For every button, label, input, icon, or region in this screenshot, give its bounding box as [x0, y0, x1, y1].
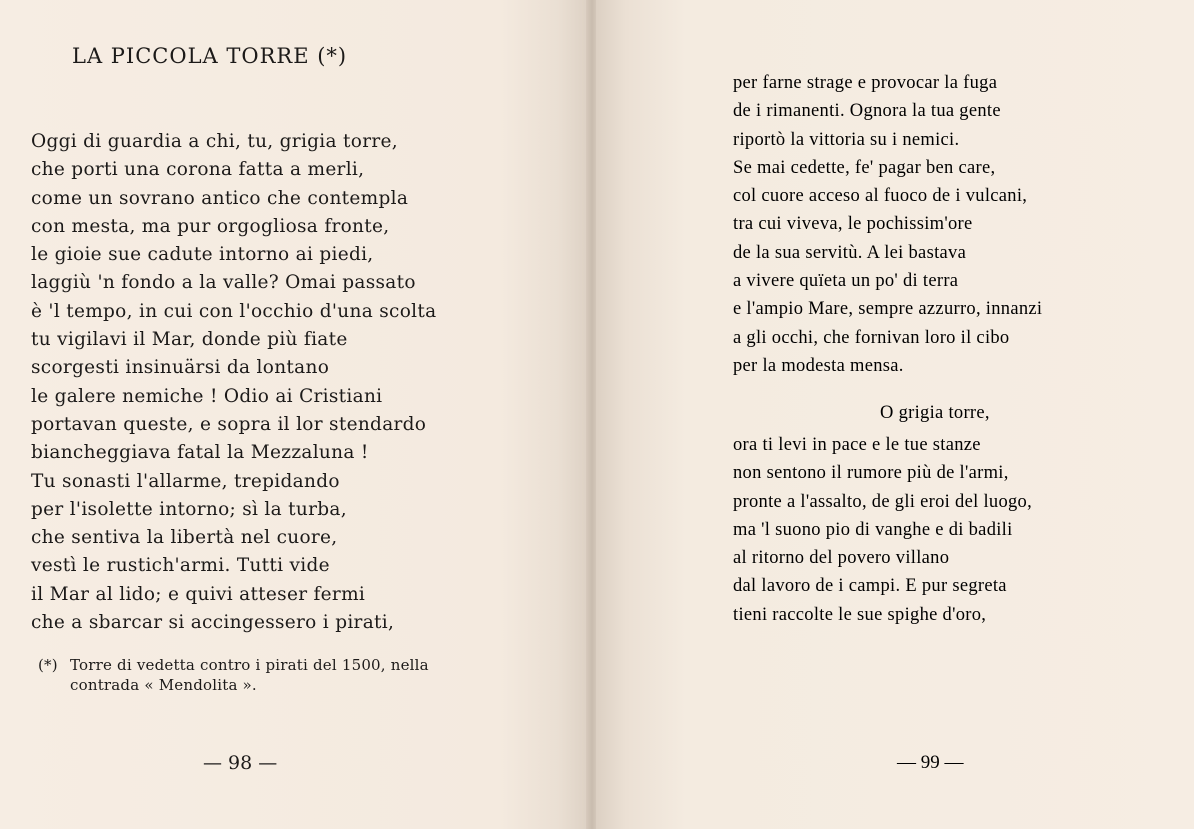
verse-line: pronte a l'assalto, de gli eroi del luogo,: [733, 491, 1033, 512]
verse-line: ora ti levi in pace e le tue stanze: [733, 435, 981, 455]
verse-line: non sentono il rumore più de l'armi,: [733, 463, 1009, 484]
verse-line: de i rimanenti. Ognora la tua gente: [733, 101, 1001, 122]
verse-line: come un sovrano antico che contempla: [31, 187, 409, 209]
verse-line: tra cui viveva, le pochissim'ore: [733, 214, 973, 235]
verse-line: de la sua servitù. A lei bastava: [733, 242, 967, 263]
verse-line: al ritorno del povero villano: [733, 548, 950, 569]
footnote-mark: (*): [38, 656, 58, 674]
verse-line: che a sbarcar si accingessero i pirati,: [31, 612, 395, 634]
verse-line: Oggi di guardia a chi, tu, grigia torre,: [31, 131, 398, 152]
verse-line: con mesta, ma pur orgogliosa fronte,: [31, 215, 390, 237]
verse-line: è 'l tempo, in cui con l'occhio d'una scolta: [31, 300, 437, 322]
verse-line: il Mar al lido; e quivi atteser fermi: [31, 583, 366, 605]
verse-line: per l'isolette intorno; sì la turba,: [31, 498, 347, 520]
poem-title: LA PICCOLA TORRE (*): [72, 44, 348, 68]
indented-verse-line: O grigia torre,: [880, 403, 990, 423]
verse-line: che porti una corona fatta a merli,: [31, 159, 365, 181]
left-verse-block: [31, 128, 436, 637]
verse-line: per la modesta mensa.: [733, 355, 904, 376]
footnote-text-1: Torre di vedetta contro i pirati del 1500, nella: [70, 656, 429, 674]
verse-line: le gioie sue cadute intorno ai piedi,: [31, 244, 374, 266]
verse-line: le galere nemiche ! Odio ai Cristiani: [31, 385, 383, 407]
verse-line: dal lavoro de i campi. E pur segreta: [733, 576, 1007, 597]
right-verse-block-bottom: [733, 431, 1032, 629]
verse-line: laggiù 'n fondo a la valle? Omai passato: [31, 272, 416, 294]
verse-line: che sentiva la libertà nel cuore,: [31, 527, 338, 549]
footnote-line-1: [38, 655, 429, 675]
verse-line: vestì le rustich'armi. Tutti vide: [31, 555, 330, 577]
verse-line: per farne strage e provocar la fuga: [733, 73, 998, 93]
footnote-line-2: contrada « Mendolita ».: [70, 676, 257, 694]
verse-line: tieni raccolte le sue spighe d'oro,: [733, 604, 987, 625]
right-verse-block-top: [733, 69, 1042, 380]
page-number-left: — 98 —: [203, 752, 278, 774]
footnote: [38, 655, 429, 695]
verse-line: biancheggiava fatal la Mezzaluna !: [31, 442, 369, 464]
verse-line: a gli occhi, che fornivan loro il cibo: [733, 327, 1010, 348]
verse-line: scorgesti insinuärsi da lontano: [31, 357, 330, 379]
verse-line: Tu sonasti l'allarme, trepidando: [31, 470, 340, 492]
verse-line: e l'ampio Mare, sempre azzurro, innanzi: [733, 299, 1043, 320]
verse-line: a vivere quïeta un po' di terra: [733, 271, 959, 292]
verse-line: col cuore acceso al fuoco de i vulcani,: [733, 186, 1028, 207]
page-number-right: — 99 —: [897, 752, 964, 773]
left-page: [0, 0, 588, 829]
verse-line: portavan queste, e sopra il lor stendardo: [31, 413, 427, 435]
verse-line: Se mai cedette, fe' pagar ben care,: [733, 157, 996, 178]
verse-line: ma 'l suono pio di vanghe e di badili: [733, 519, 1013, 540]
verse-line: tu vigilavi il Mar, donde più fiate: [31, 329, 348, 351]
verse-line: riportò la vittoria su i nemici.: [733, 129, 960, 150]
